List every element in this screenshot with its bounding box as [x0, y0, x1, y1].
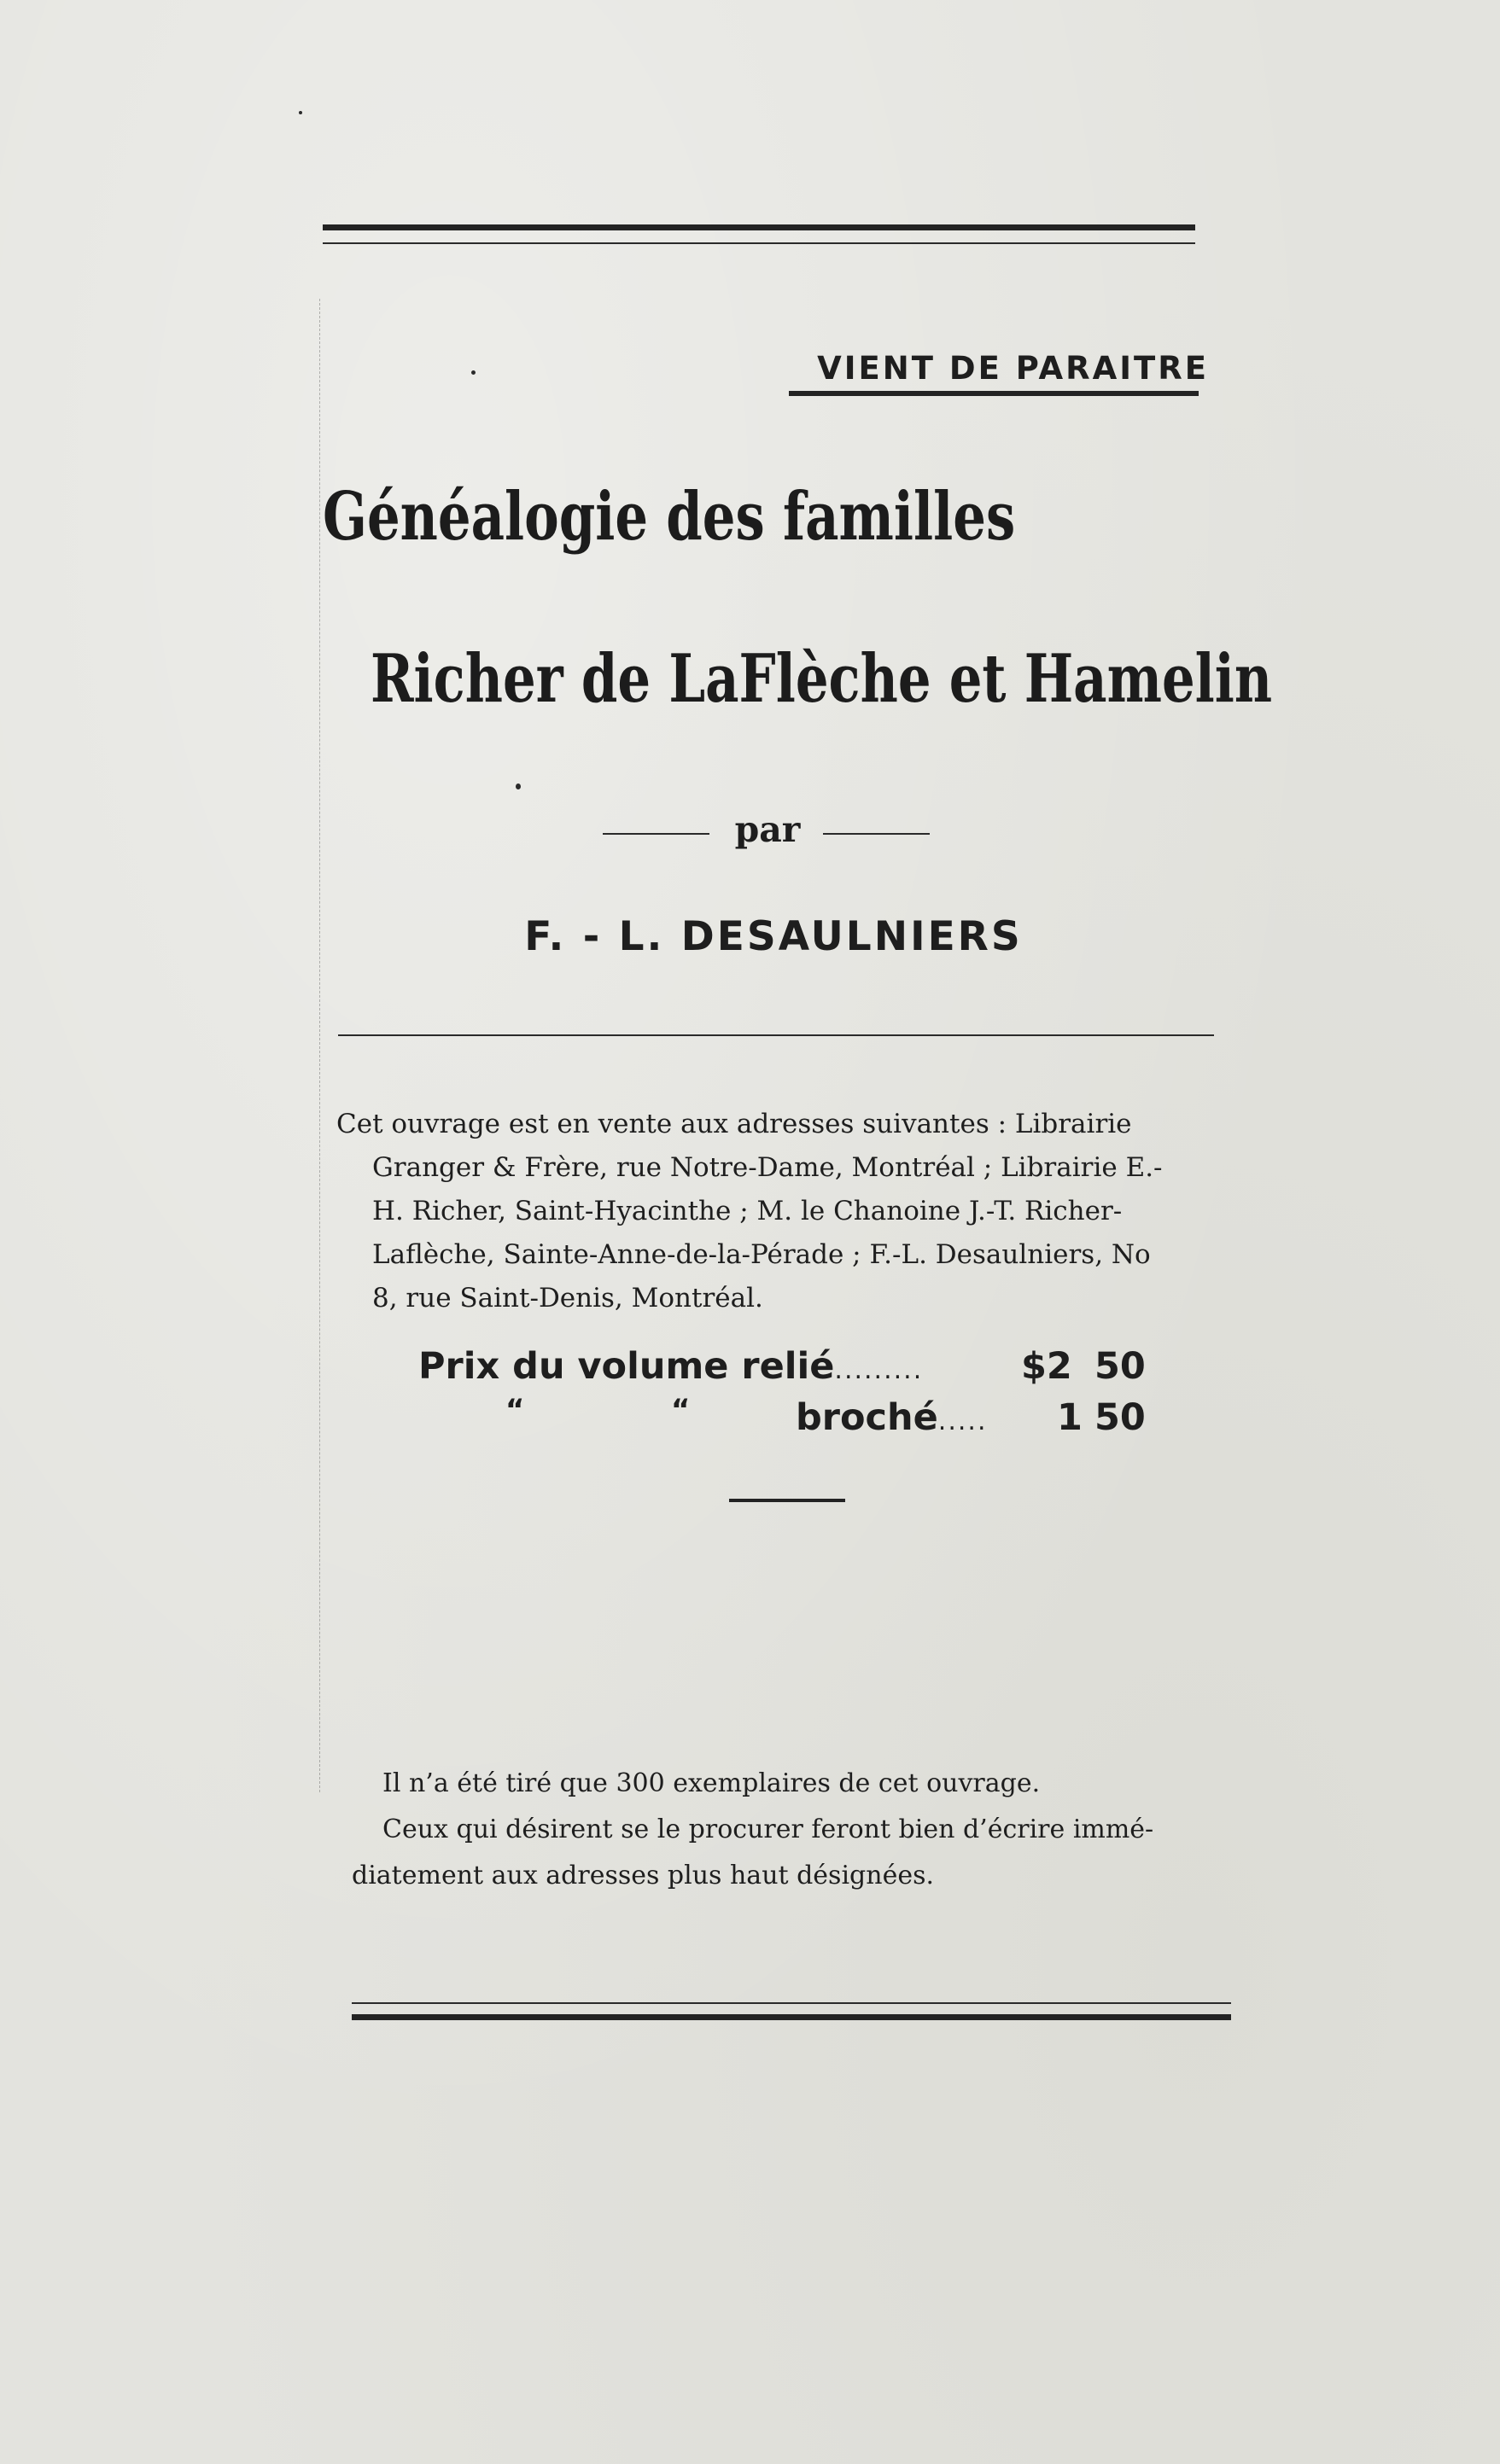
paper-speck — [299, 111, 302, 114]
price-paperback-dollars: 1 — [1057, 1396, 1083, 1439]
leader-dots: ..... — [937, 1407, 988, 1436]
title-line-2: Richer de LaFlèche et Hamelin — [371, 640, 1273, 718]
paper-speck — [516, 783, 521, 789]
bottom-rule-thick — [352, 2014, 1231, 2020]
edition-note-line: Ceux qui désirent se le procurer feront bien d’écrire immé- — [382, 1815, 1154, 1844]
top-rule-thick — [323, 224, 1195, 230]
leader-dots: ......... — [834, 1355, 924, 1385]
price-label-bound: Prix du volume relié — [418, 1345, 835, 1388]
title-line-1: Généalogie des familles — [323, 478, 1016, 556]
advertisement — [321, 222, 1273, 1890]
top-rule-thin — [323, 242, 1195, 244]
by-rule-left — [603, 833, 709, 835]
description-line: H. Richer, Saint-Hyacinthe ; M. le Chanoine J.-T. Richer- — [372, 1196, 1123, 1226]
description-line: Laflèche, Sainte-Anne-de-la-Pérade ; F.-L. Desaulniers, No — [372, 1239, 1151, 1270]
section-divider — [338, 1034, 1214, 1036]
frame-left-edge — [319, 299, 321, 1792]
edition-note-line: diatement aux adresses plus haut désignées. — [352, 1861, 935, 1890]
by-rule-right — [823, 833, 930, 835]
ditto-mark: “ — [671, 1393, 691, 1427]
description-line: Cet ouvrage est en vente aux adresses suivantes : Librairie — [336, 1109, 1132, 1139]
price-row-paperback — [796, 1396, 987, 1439]
bottom-rule-thin — [352, 2002, 1231, 2004]
short-divider — [729, 1499, 845, 1502]
sale-addresses-paragraph — [336, 1103, 1216, 1320]
description-line: 8, rue Saint-Denis, Montréal. — [372, 1283, 763, 1314]
price-label-paperback: broché — [796, 1396, 938, 1439]
by-line — [603, 809, 944, 852]
header-vient-de-paraitre: VIENT DE PARAITRE — [817, 350, 1209, 387]
paper-speck — [471, 370, 476, 375]
ditto-mark: “ — [505, 1393, 525, 1427]
header-underline — [789, 391, 1199, 396]
by-word: par — [734, 809, 801, 850]
price-bound-cents: 50 — [1094, 1345, 1146, 1388]
price-row-bound — [418, 1345, 923, 1388]
price-paperback-cents: 50 — [1094, 1396, 1146, 1439]
price-bound-dollars: $2 — [1021, 1345, 1072, 1388]
author-name: F. - L. DESAULNIERS — [524, 913, 1023, 960]
description-line: Granger & Frère, rue Notre-Dame, Montréal ; Librairie E.- — [372, 1152, 1163, 1183]
edition-note-line: Il n’a été tiré que 300 exemplaires de cet ouvrage. — [382, 1768, 1041, 1798]
